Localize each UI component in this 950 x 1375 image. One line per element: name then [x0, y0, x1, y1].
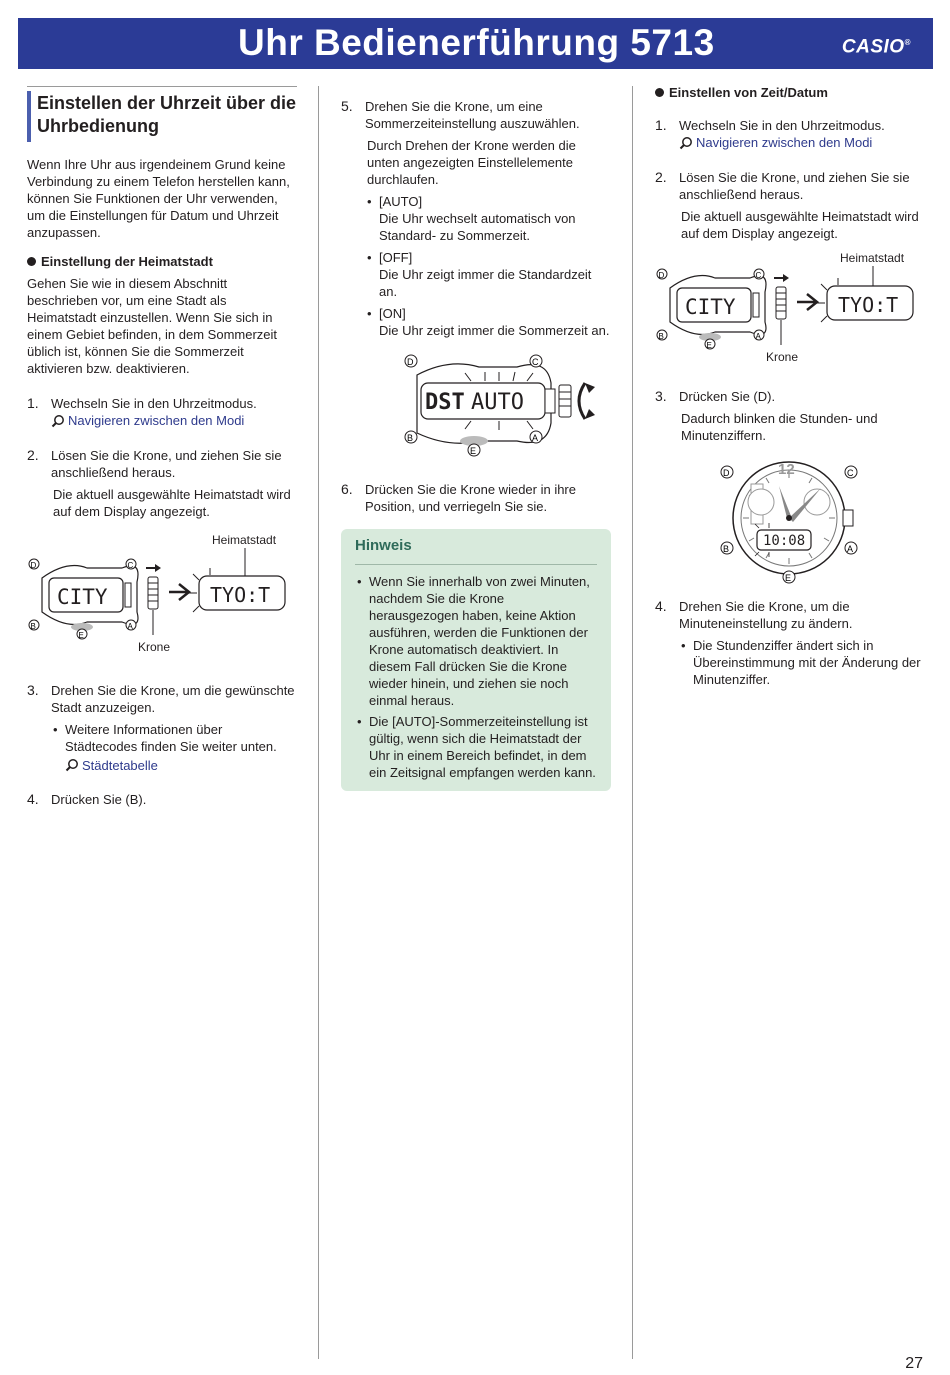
step-subtext: Durch Drehen der Krone werden die unten angezeigten Einstellelemente durchlaufen. [367, 138, 576, 187]
page-number: 27 [905, 1355, 923, 1372]
figure-analog-watch [717, 456, 867, 584]
header-banner [18, 18, 933, 69]
lcd-city: CITY [685, 294, 736, 319]
btn-d-label: D [658, 270, 665, 280]
btn-b-label: B [30, 621, 36, 631]
lcd-city: CITY [57, 584, 108, 609]
dial-12: 12 [778, 460, 795, 478]
note-item: • Die [AUTO]-Sommerzeiteinstellung ist gültig, wenn sich die Heimatstadt der Uhr in einem Bereich befindet, in dem ein Zeitsignal empfangen werden kann. [355, 713, 597, 781]
step-number: 2. [655, 168, 667, 185]
note-title: Hinweis [355, 537, 597, 565]
note-box [341, 529, 611, 791]
step-2 [655, 169, 925, 242]
step-text: Drehen Sie die Krone, um eine Sommerzeiteinstellung auszuwählen. [365, 99, 580, 131]
magnifier-icon [679, 136, 693, 150]
subheading-paragraph: Gehen Sie wie in diesem Abschnitt beschrieben vor, um eine Stadt als Heimatstadt einzustellen. Wenn Sie sich in einem Gebiet befinden, in dem Sommerzeit üblich ist, können Sie die Sommerzeit aktivieren bzw. deaktivieren. [27, 276, 278, 376]
option-off [365, 249, 611, 300]
column-right [655, 82, 925, 688]
btn-b-label: B [658, 331, 664, 341]
option-on [365, 305, 611, 339]
link-navigate-modes[interactable] [679, 134, 872, 151]
step-number: 6. [341, 481, 353, 497]
step-5 [341, 98, 611, 339]
btn-d-label: D [723, 467, 730, 478]
link-text: Navigieren zwischen den Modi [696, 135, 873, 150]
lcd-auto: AUTO [471, 390, 524, 415]
column-middle [341, 82, 611, 791]
step-text: Drücken Sie (B). [51, 792, 147, 807]
step-number: 2. [27, 446, 39, 463]
btn-e-label: E [785, 572, 792, 583]
step-text: Drücken Sie die Krone wieder in ihre Position, und verriegeln Sie sie. [365, 482, 576, 514]
link-city-table[interactable] [65, 757, 158, 774]
casio-logo [842, 32, 911, 58]
crown-label: Krone [138, 639, 171, 654]
option-desc: Die Uhr wechselt automatisch von Standard- zu Sommerzeit. [379, 211, 576, 243]
btn-a-label: A [847, 543, 854, 554]
step-3 [27, 682, 297, 777]
btn-b-label: B [723, 543, 730, 554]
btn-d-label: D [30, 560, 37, 570]
column-divider [318, 86, 319, 1359]
magnifier-icon [65, 758, 79, 772]
figure-city-display [27, 530, 297, 670]
magnifier-icon [51, 414, 65, 428]
option-desc: Die Uhr zeigt immer die Standardzeit an. [379, 267, 592, 299]
subheading-time-date: Einstellen von Zeit/Datum [655, 84, 925, 101]
step-text: Drehen Sie die Krone, um die Minuteneinstellung zu ändern. [679, 598, 853, 631]
btn-b-label: B [407, 433, 414, 443]
option-label: • [AUTO] [379, 194, 423, 209]
link-text: Navigieren zwischen den Modi [68, 413, 245, 428]
page-title: Uhr Bedienerführung 5713 [238, 22, 715, 63]
btn-d-label: D [407, 357, 414, 367]
crown-label: Krone [766, 349, 799, 364]
option-label: • [OFF] [379, 250, 413, 265]
intro-paragraph: Wenn Ihre Uhr aus irgendeinem Grund keine Verbindung zu einem Telefon herstellen kann, können Sie Funktionen der Uhr verwenden, um die Einstellungen für Datum und Uhrzeit anzupassen. [27, 157, 290, 240]
step-3 [655, 388, 925, 444]
btn-e-label: E [470, 446, 477, 456]
registered-mark: ® [904, 38, 911, 47]
lcd-tyo: TYO:T [210, 582, 271, 607]
btn-a-label: A [755, 331, 761, 341]
btn-e-label: E [706, 340, 712, 350]
btn-c-label: C [127, 560, 134, 570]
step-1 [27, 395, 297, 432]
logo-text: CASIO [841, 36, 905, 58]
step-number: 4. [655, 597, 667, 614]
step-text: Drehen Sie die Krone, um die gewünschte Stadt anzuzeigen. [51, 682, 295, 715]
btn-c-label: C [755, 270, 762, 280]
step-number: 1. [655, 117, 667, 133]
home-city-label: Heimatstadt [212, 532, 277, 547]
step-text: Lösen Sie die Krone, und ziehen Sie sie anschließend heraus. [679, 169, 910, 202]
step-number: 5. [341, 98, 353, 114]
subheading-home-city: Einstellung der Heimatstadt [27, 253, 297, 270]
btn-a-label: A [127, 621, 133, 631]
link-navigate-modes[interactable] [51, 412, 244, 429]
column-left [27, 82, 297, 808]
step-bullet: • Weitere Informationen über Städtecodes finden Sie weiter unten. [51, 721, 297, 755]
step-text: Drücken Sie (D). [679, 388, 776, 404]
step-number: 3. [655, 387, 667, 404]
step-bullet: • Die Stundenziffer ändert sich in Übereinstimmung mit der Änderung der Minutenziffer. [679, 637, 925, 688]
step-number: 3. [27, 681, 39, 698]
step-6 [341, 481, 611, 515]
step-number: 4. [27, 791, 39, 807]
column-divider [632, 86, 633, 1359]
step-subtext: Die aktuell ausgewählte Heimatstadt wird auf dem Display angezeigt. [53, 486, 291, 519]
btn-c-label: C [847, 467, 854, 478]
note-item: • Wenn Sie innerhalb von zwei Minuten, nachdem Sie die Krone herausgezogen haben, keine Aktion ausführen, werden die Funktionen der Krone automatisch deaktiviert. In diesem Fall drücken Sie die Krone wieder hinein, und ziehen sie noch einmal heraus. [355, 573, 597, 709]
step-subtext: Dadurch blinken die Stunden- und Minutenziffern. [681, 410, 878, 443]
link-text: Städtetabelle [82, 757, 158, 773]
lcd-time: 10:08 [763, 532, 806, 549]
option-auto [365, 193, 611, 244]
btn-e-label: E [78, 630, 84, 640]
section-title: Einstellen der Uhrzeit über die Uhrbedienung [37, 93, 297, 136]
figure-dst-display [399, 353, 609, 461]
option-desc: Die Uhr zeigt immer die Sommerzeit an. [379, 323, 610, 338]
section-heading [27, 86, 297, 140]
step-2 [27, 447, 297, 520]
step-text: Wechseln Sie in den Uhrzeitmodus. [679, 118, 885, 133]
step-text: Wechseln Sie in den Uhrzeitmodus. [51, 396, 257, 411]
figure-city-display-2 [655, 248, 925, 378]
lcd-dst: DST [425, 390, 465, 415]
step-4 [27, 791, 297, 808]
btn-a-label: A [532, 433, 539, 443]
step-number: 1. [27, 395, 39, 411]
option-label: • [ON] [379, 306, 406, 321]
lcd-tyo: TYO:T [838, 292, 899, 317]
step-1 [655, 117, 925, 154]
btn-c-label: C [532, 357, 539, 367]
step-4 [655, 598, 925, 688]
home-city-label: Heimatstadt [840, 250, 905, 265]
step-subtext: Die aktuell ausgewählte Heimatstadt wird auf dem Display angezeigt. [681, 208, 919, 241]
step-text: Lösen Sie die Krone, und ziehen Sie sie anschließend heraus. [51, 447, 282, 480]
